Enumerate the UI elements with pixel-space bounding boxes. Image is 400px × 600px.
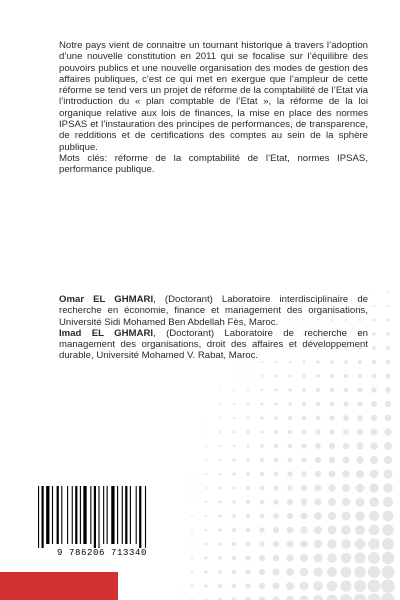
- isbn-barcode: [34, 482, 170, 562]
- publisher-red-band: [0, 572, 118, 600]
- author-bios: [59, 294, 368, 362]
- abstract-paragraph: Notre pays vient de connaitre un tournant historique à travers l’adoption d’une nouvelle constitution en 2011 qui se focalise sur l’équilibre des pouvoirs publics et une nouvelle organisation des modes de gestion des affaires publiques, c’est ce qui met en exergue que l’ampleur de cette réforme se tend vers un projet de réforme de la comptabilité de l’Etat via l’introduction du « plan comptable de l’Etat », la réforme de la loi organique relative aux lois de finances, la mise en place des normes IPSAS et l’instauration des principes de performances, de transparence, de redditions et de certifications des comptes au sein de la sphère publique.: [59, 40, 368, 153]
- author-bio: [59, 328, 368, 362]
- abstract-text: [59, 40, 368, 176]
- author-name: Omar EL GHMARI: [59, 294, 154, 305]
- barcode-bars: [34, 482, 170, 550]
- author-bio: [59, 294, 368, 328]
- barcode-digits: 9 786206 713340: [56, 548, 147, 558]
- keywords-line: Mots clés: réforme de la comptabilité de l’Etat, normes IPSAS, performance publique.: [59, 152, 368, 176]
- author-name: Imad EL GHMARI: [59, 327, 154, 339]
- author-details: , (Doctorant) Laboratoire interdisciplinaire de recherche en économie, finance et management des organisations, Université Sidi Mohamed Ben Abdellah Fès, Maroc.: [59, 294, 368, 328]
- author-details: , (Doctorant) Laboratoire de recherche en management des organisations, droit des affaires et développement durable, Université Mohamed V. Rabat, Maroc.: [59, 327, 368, 362]
